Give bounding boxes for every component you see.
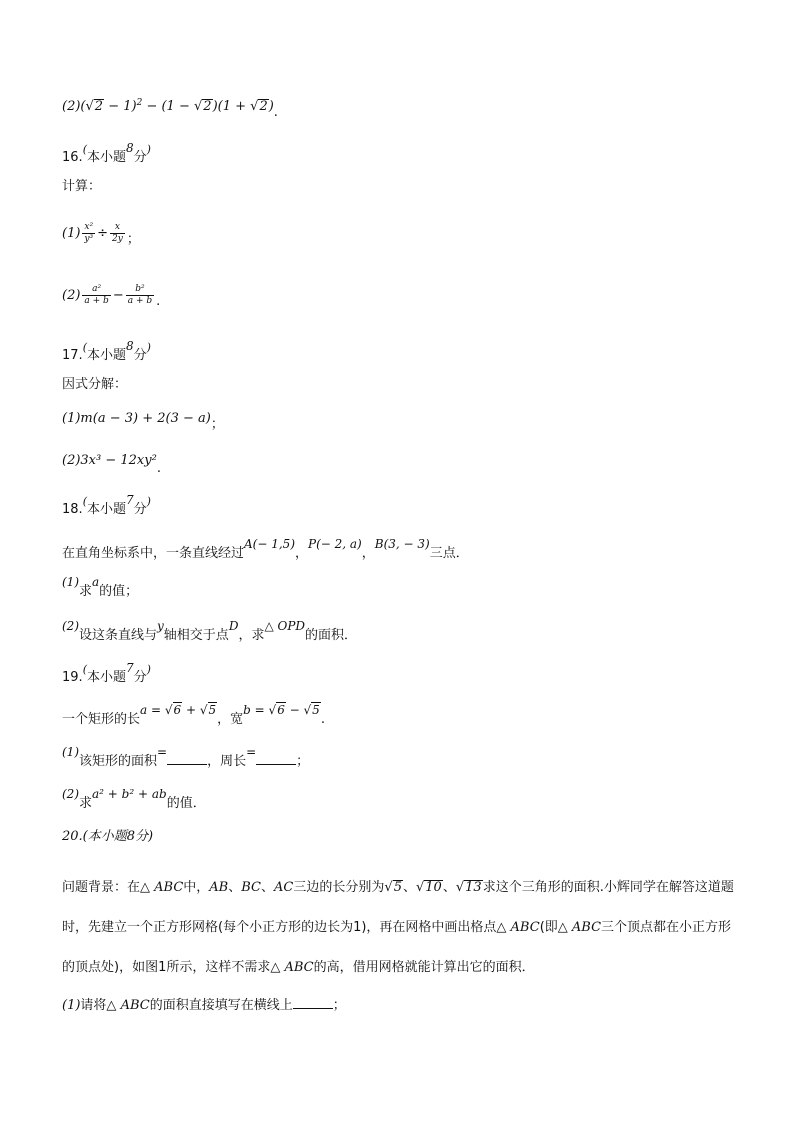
radicand: 5 xyxy=(393,880,402,895)
points: 8 xyxy=(126,339,134,353)
points: 8 xyxy=(126,141,134,155)
unit-text: 分 xyxy=(133,150,147,165)
part-text: 该矩形的面积 xyxy=(79,754,158,769)
para-text: 三边的长分别为 xyxy=(293,880,385,895)
question-number: 18. xyxy=(62,502,83,517)
triangle-name: ABC xyxy=(154,880,184,895)
denominator: y³ xyxy=(84,234,94,244)
denominator: 2y xyxy=(112,234,123,244)
numerator: x xyxy=(110,222,125,234)
question-16-header xyxy=(62,141,151,167)
question-17-part-1 xyxy=(62,410,224,432)
sqrt-icon: √ xyxy=(455,880,465,895)
part-label: (2) xyxy=(62,787,79,801)
para-text: 、 xyxy=(442,880,456,895)
sqrt-icon: √ xyxy=(85,99,94,114)
question-20-paragraph xyxy=(62,868,742,988)
radicand: 5 xyxy=(208,703,217,717)
triangle-name: ABC xyxy=(120,998,150,1013)
period: . xyxy=(273,105,278,120)
radicand: 2 xyxy=(259,99,268,114)
part-text: 的值． xyxy=(166,796,206,811)
answer-blank[interactable] xyxy=(167,752,207,765)
para-text: 、 xyxy=(228,880,242,895)
answer-blank[interactable] xyxy=(293,996,333,1009)
stem-text: 在直角坐标系中，一条直线经过 xyxy=(62,546,245,561)
side-name: BC xyxy=(241,880,262,895)
numerator: x² xyxy=(82,222,95,234)
para-text: (即△ xyxy=(539,920,572,935)
variable: D xyxy=(228,619,239,633)
part-text: ，求 xyxy=(238,628,265,643)
sep: ， xyxy=(295,546,309,561)
period: . xyxy=(320,712,325,727)
label-text: 本小题 xyxy=(86,670,126,685)
variable: a xyxy=(92,575,100,589)
question-18-part-1 xyxy=(62,575,139,601)
punct: ； xyxy=(296,754,310,769)
part-label: (1) xyxy=(62,575,79,589)
punct: . xyxy=(156,461,161,476)
para-text: 的高，借用网格就能计算出它的面积． xyxy=(313,960,535,975)
sqrt-icon: √ xyxy=(268,703,277,717)
stem-text: 一个矩形的长 xyxy=(62,712,141,727)
radicand: 5 xyxy=(312,703,320,717)
paren: ) xyxy=(146,663,151,676)
question-17-task: 因式分解： xyxy=(62,377,128,392)
operator: + xyxy=(182,703,200,717)
radicand: 6 xyxy=(173,703,182,717)
expr-part: (2)( xyxy=(62,99,86,114)
expr-part: b = xyxy=(243,703,269,717)
denominator: a + b xyxy=(127,296,153,306)
numerator: b² xyxy=(126,284,154,296)
question-19-header xyxy=(62,661,151,687)
triangle-label: △ OPD xyxy=(264,619,306,633)
operator: − xyxy=(112,288,124,303)
expr-line-15-2 xyxy=(62,98,278,120)
label-text: 本小题 xyxy=(86,150,126,165)
fraction xyxy=(82,284,110,307)
question-18-part-2 xyxy=(62,619,358,645)
radicand: 13 xyxy=(465,880,482,895)
punct: ； xyxy=(210,417,224,432)
triangle-name: ABC xyxy=(571,920,602,935)
part-text: 请将△ xyxy=(80,998,121,1013)
part-label: (1) xyxy=(62,226,81,241)
question-20-part-1 xyxy=(62,996,346,1015)
denominator: a + b xyxy=(84,296,109,306)
part-text: 的面积． xyxy=(305,628,358,643)
paren: ( xyxy=(82,341,87,354)
sqrt-icon: √ xyxy=(384,880,393,895)
label-text: 本小题 xyxy=(86,348,126,363)
question-18-stem xyxy=(62,537,469,563)
part-label: (1) xyxy=(62,998,81,1013)
question-20-header: 20.(本小题8分) xyxy=(62,829,154,844)
radicand: 10 xyxy=(425,880,442,895)
paren: ( xyxy=(82,143,87,156)
sqrt-icon: √ xyxy=(199,703,208,717)
part-text: 求 xyxy=(79,584,93,599)
question-19-stem xyxy=(62,703,325,729)
sqrt-icon: √ xyxy=(415,880,425,895)
question-number: 17. xyxy=(62,348,83,363)
expression: (2)3x³ − 12xy² xyxy=(62,453,157,468)
expr-part: − (1 − xyxy=(142,99,194,114)
numerator: a² xyxy=(82,284,110,296)
expr-part: )(1 + xyxy=(212,99,251,114)
expression: a² + b² + ab xyxy=(92,787,167,801)
point-p: P(− 2, a) xyxy=(308,537,362,551)
question-16-part-1 xyxy=(62,222,140,245)
fraction xyxy=(110,222,125,245)
question-17-part-2 xyxy=(62,452,161,476)
fraction xyxy=(126,284,154,307)
part-text: 求 xyxy=(79,796,93,811)
stem-text: ，宽 xyxy=(217,712,244,727)
part-text: 轴相交于点 xyxy=(163,628,229,643)
equals: = xyxy=(157,745,168,759)
points: 7 xyxy=(126,661,134,675)
expr-b xyxy=(243,703,321,717)
unit-text: 分 xyxy=(133,502,147,517)
part-text: 设这条直线与 xyxy=(79,628,158,643)
para-text: 、 xyxy=(402,880,416,895)
para-text: 中， xyxy=(183,880,210,895)
question-19-part-1 xyxy=(62,745,310,771)
operator: ÷ xyxy=(97,226,109,241)
part-text: 的面积直接填写在横线上 xyxy=(149,998,293,1013)
triangle-name: ABC xyxy=(284,960,314,975)
para-text: 三个顶点都在小正方形的顶点处)，如图1所示，这样不需求△ xyxy=(62,920,732,975)
expr-a xyxy=(140,703,217,717)
paren: ) xyxy=(146,495,151,508)
side-name: AB xyxy=(209,880,229,895)
question-16-task: 计算： xyxy=(62,179,102,194)
sqrt-icon: √ xyxy=(193,99,203,114)
equals: = xyxy=(246,745,257,759)
point-b: B(3, − 3) xyxy=(374,537,430,551)
label-text: 本小题 xyxy=(86,502,126,517)
part-text: 的值； xyxy=(99,584,139,599)
question-19-part-2 xyxy=(62,787,206,813)
part-label: (2) xyxy=(62,619,79,633)
part-text: ，周长 xyxy=(207,754,247,769)
paren: ) xyxy=(146,341,151,354)
question-16-part-2 xyxy=(62,284,160,307)
radicand: 2 xyxy=(94,99,104,114)
paren: ( xyxy=(82,495,87,508)
para-text: 问题背景：在△ xyxy=(62,880,155,895)
punct: . xyxy=(156,294,161,309)
stem-text: 三点． xyxy=(429,546,469,561)
para-text: 、 xyxy=(261,880,275,895)
paren: ( xyxy=(82,663,87,676)
points: 7 xyxy=(126,493,134,507)
operator: − xyxy=(285,703,304,717)
punct: ； xyxy=(126,232,140,247)
sqrt-icon: √ xyxy=(303,703,312,717)
unit-text: 分 xyxy=(133,670,147,685)
fraction xyxy=(82,222,95,245)
part-label: (1) xyxy=(62,745,79,759)
paren: ) xyxy=(146,143,151,156)
radicand: 6 xyxy=(277,703,285,717)
question-18-header xyxy=(62,493,151,519)
side-name: AC xyxy=(274,880,294,895)
variable: y xyxy=(157,619,164,633)
expression: (1)m(a − 3) + 2(3 − a) xyxy=(62,411,211,426)
question-17-header xyxy=(62,339,151,365)
para-text: 求这个三角形的面积.小辉同学在解答这道题时，先建立一个正方形网格(每个小正方形的边长为1)，再在网格中画出格点△ xyxy=(62,880,734,935)
triangle-name: ABC xyxy=(510,920,540,935)
expr-part: a = xyxy=(140,703,165,717)
punct: ； xyxy=(332,998,346,1013)
part-label: (2) xyxy=(62,288,81,303)
radicand: 2 xyxy=(203,99,212,114)
unit-text: 分 xyxy=(133,348,147,363)
expr-part: ) xyxy=(268,99,274,114)
exponent: 2 xyxy=(136,98,143,108)
expr-part: − 1) xyxy=(104,99,137,114)
point-a: A(− 1,5) xyxy=(244,537,295,551)
sqrt-icon: √ xyxy=(250,99,259,114)
answer-blank[interactable] xyxy=(256,752,296,765)
question-number: 19. xyxy=(62,670,83,685)
sqrt-icon: √ xyxy=(164,703,173,717)
sep: ， xyxy=(361,546,375,561)
question-number: 16. xyxy=(62,150,83,165)
